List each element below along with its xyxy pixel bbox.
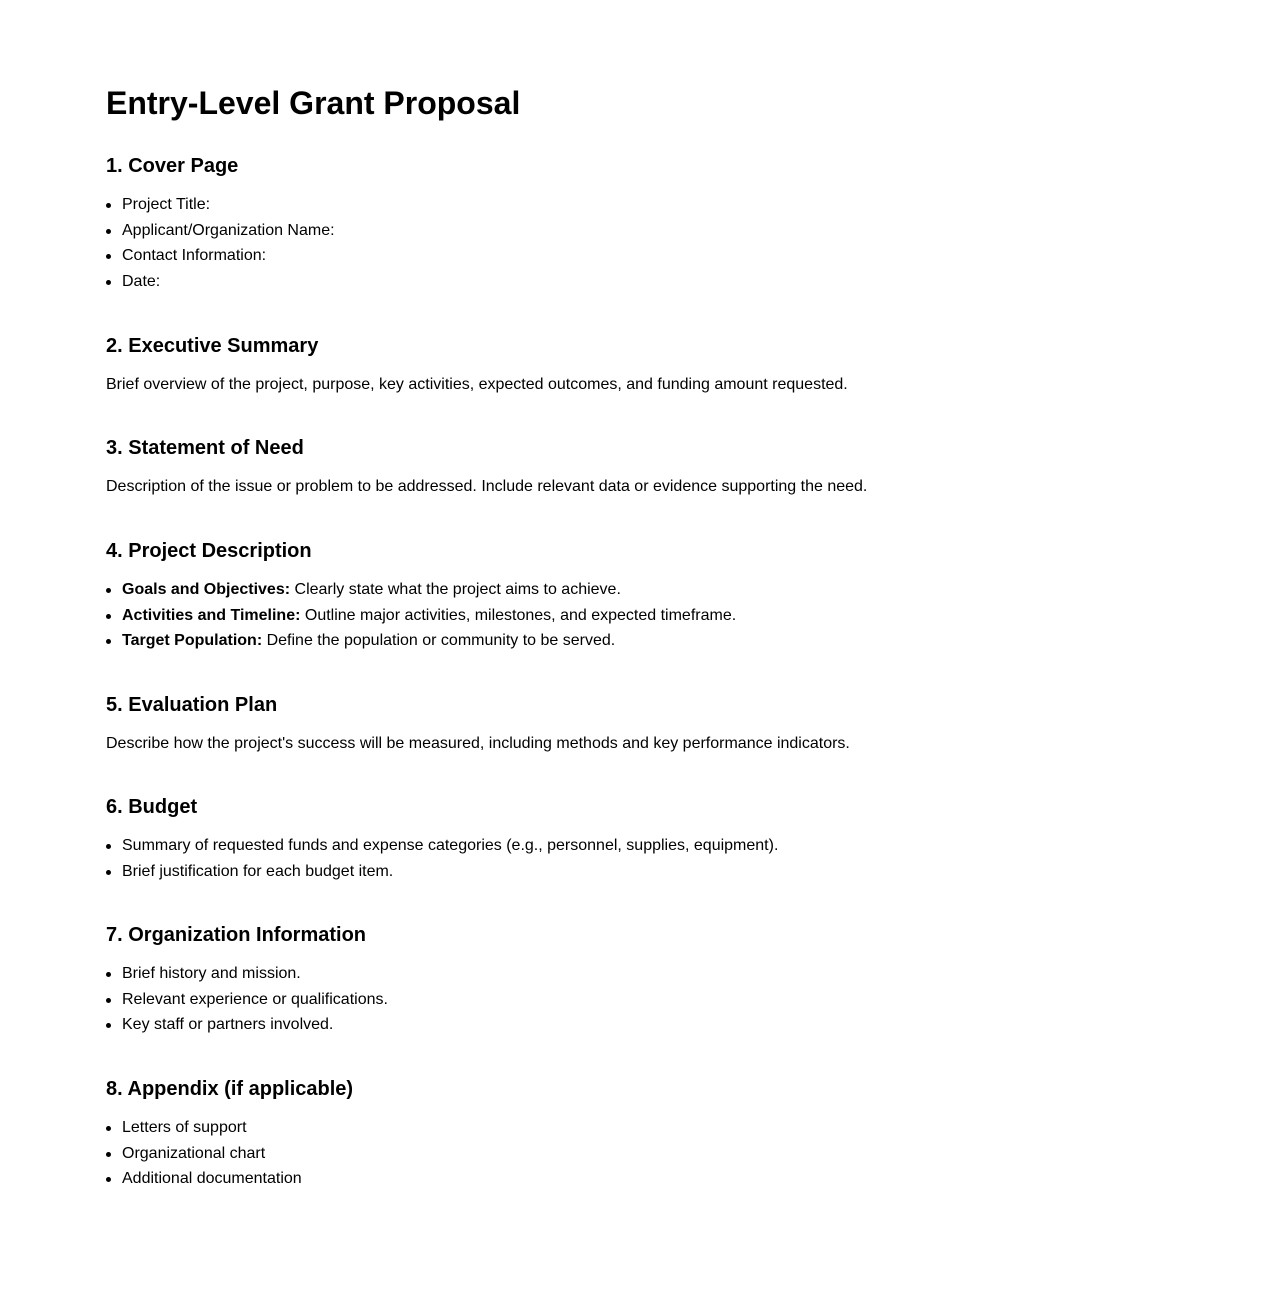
page-title: Entry-Level Grant Proposal [106,85,521,121]
list-item: Relevant experience or qualifications. [106,990,1206,1010]
appendix-list [106,1118,1206,1189]
bullet-icon [106,1023,111,1028]
section-heading: 6. Budget [106,796,198,818]
bullet-icon [106,1177,111,1182]
section-text: Description of the issue or problem to be addressed. Include relevant data or evidence supporting the need. [106,478,868,495]
list-item: Organizational chart [106,1144,1206,1164]
section-heading: 1. Cover Page [106,155,239,177]
organization-list [106,964,1206,1035]
list-item: Summary of requested funds and expense categories (e.g., personnel, supplies, equipment). [106,836,1206,856]
section-heading: 7. Organization Information [106,924,367,946]
bullet-icon [106,280,111,285]
bullet-icon [106,844,111,849]
budget-list [106,836,1206,882]
cover-page-list [106,195,1206,292]
section-cover-page [106,154,1206,297]
bullet-icon [106,614,111,619]
section-text: Brief overview of the project, purpose, key activities, expected outcomes, and funding amount requested. [106,376,848,393]
section-budget [106,795,1206,887]
section-text: Describe how the project's success will be measured, including methods and key performance indicators. [106,735,850,752]
section-heading: 8. Appendix (if applicable) [106,1078,354,1100]
list-item: Date: [106,272,1206,292]
list-item: Brief justification for each budget item. [106,862,1206,882]
list-item: Project Title: [106,195,1206,215]
bullet-icon [106,1152,111,1157]
list-item: Contact Information: [106,246,1206,266]
list-item: Brief history and mission. [106,964,1206,984]
section-project-description [106,539,1206,657]
section-executive-summary [106,334,1206,395]
list-item: Applicant/Organization Name: [106,221,1206,241]
list-item: Additional documentation [106,1169,1206,1189]
list-item: Letters of support [106,1118,1206,1138]
bullet-icon [106,229,111,234]
bullet-icon [106,1126,111,1131]
list-item: Target Population: Define the population or community to be served. [106,631,1206,651]
section-heading: 4. Project Description [106,540,312,562]
section-heading: 5. Evaluation Plan [106,694,278,716]
bullet-icon [106,254,111,259]
bullet-icon [106,998,111,1003]
section-heading: 2. Executive Summary [106,335,319,357]
list-item: Activities and Timeline: Outline major activities, milestones, and expected timeframe. [106,606,1206,626]
list-item: Key staff or partners involved. [106,1015,1206,1035]
section-evaluation-plan [106,693,1206,754]
section-appendix [106,1077,1206,1195]
bullet-icon [106,639,111,644]
bullet-icon [106,203,111,208]
bullet-icon [106,870,111,875]
project-description-list [106,580,1206,651]
list-item: Goals and Objectives: Clearly state what the project aims to achieve. [106,580,1206,600]
section-statement-of-need [106,436,1206,497]
bullet-icon [106,972,111,977]
section-organization-information [106,923,1206,1041]
bullet-icon [106,588,111,593]
section-heading: 3. Statement of Need [106,437,304,459]
